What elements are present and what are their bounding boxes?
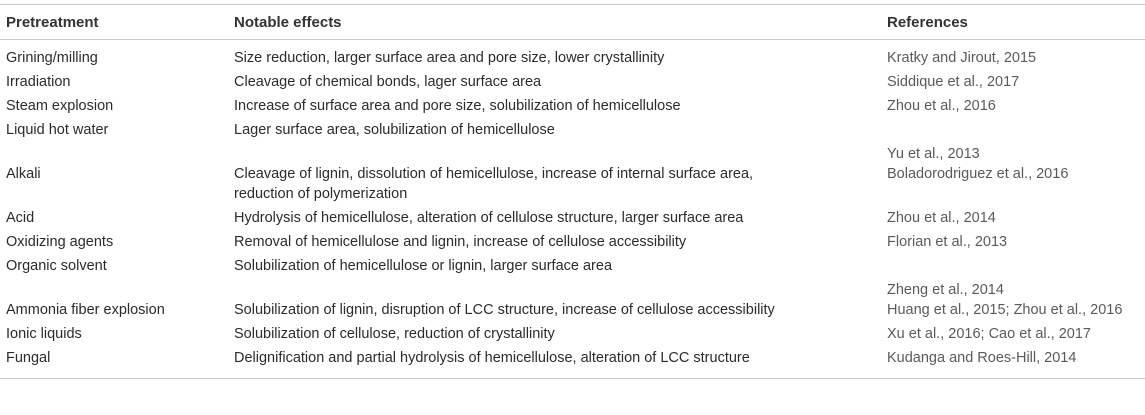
table-row bbox=[0, 164, 1145, 208]
effects-line: Solubilization of lignin, disruption of LCC structure, increase of cellulose accessibility bbox=[234, 302, 775, 318]
cell-reference: Zhou et al., 2016 bbox=[887, 98, 996, 114]
cell-reference: Boladorodriguez et al., 2016 bbox=[887, 166, 1069, 182]
cell-pretreatment: Acid bbox=[6, 210, 35, 226]
effects-line: Size reduction, larger surface area and pore size, lower crystallinity bbox=[234, 50, 665, 66]
cell-reference: Zhou et al., 2014 bbox=[887, 210, 996, 226]
table-row bbox=[0, 96, 1145, 120]
table-row bbox=[0, 348, 1145, 379]
cell-reference: Huang et al., 2015; Zhou et al., 2016 bbox=[887, 302, 1123, 318]
table-header bbox=[0, 5, 1145, 40]
table-row bbox=[0, 256, 1145, 300]
cell-notable-effects bbox=[228, 300, 883, 324]
cell-notable-effects bbox=[228, 40, 883, 73]
header-pretreatment: Pretreatment bbox=[0, 5, 228, 40]
cell-reference: Siddique et al., 2017 bbox=[887, 74, 1020, 90]
cell-pretreatment: Grining/milling bbox=[6, 50, 98, 66]
effects-line: Solubilization of hemicellulose or lignin, larger surface area bbox=[234, 258, 613, 274]
effects-line: Cleavage of lignin, dissolution of hemicellulose, increase of internal surface area, bbox=[234, 166, 754, 182]
cell-pretreatment: Liquid hot water bbox=[6, 122, 109, 138]
cell-pretreatment: Oxidizing agents bbox=[6, 234, 114, 250]
cell-notable-effects bbox=[228, 72, 883, 96]
cell-reference: Xu et al., 2016; Cao et al., 2017 bbox=[887, 326, 1091, 342]
effects-line: Hydrolysis of hemicellulose, alteration of cellulose structure, larger surface area bbox=[234, 210, 744, 226]
cell-notable-effects bbox=[228, 120, 883, 164]
cell-reference: Zheng et al., 2014 bbox=[887, 282, 1004, 298]
effects-line: reduction of polymerization bbox=[234, 186, 408, 202]
cell-pretreatment: Steam explosion bbox=[6, 98, 114, 114]
table-row bbox=[0, 120, 1145, 164]
table-row bbox=[0, 208, 1145, 232]
header-references: References bbox=[883, 5, 1145, 40]
cell-reference: Florian et al., 2013 bbox=[887, 234, 1008, 250]
cell-pretreatment: Organic solvent bbox=[6, 258, 107, 274]
cell-reference: Kudanga and Roes-Hill, 2014 bbox=[883, 348, 1145, 379]
table-row bbox=[0, 324, 1145, 348]
table-row bbox=[0, 232, 1145, 256]
pretreatment-table bbox=[0, 4, 1145, 379]
effects-line: Solubilization of cellulose, reduction of crystallinity bbox=[234, 326, 555, 342]
cell-pretreatment: Fungal bbox=[0, 348, 228, 379]
cell-reference: Kratky and Jirout, 2015 bbox=[887, 50, 1037, 66]
cell-pretreatment: Ionic liquids bbox=[6, 326, 82, 342]
header-notable-effects: Notable effects bbox=[228, 5, 883, 40]
cell-notable-effects bbox=[228, 256, 883, 300]
table-row bbox=[0, 72, 1145, 96]
cell-pretreatment: Alkali bbox=[6, 166, 41, 182]
effects-line: Delignification and partial hydrolysis of hemicellulose, alteration of LCC structure bbox=[234, 350, 750, 366]
effects-line: Removal of hemicellulose and lignin, increase of cellulose accessibility bbox=[234, 234, 687, 250]
cell-notable-effects bbox=[228, 324, 883, 348]
cell-notable-effects bbox=[228, 208, 883, 232]
header-row bbox=[0, 5, 1145, 40]
effects-line: Cleavage of chemical bonds, lager surface area bbox=[234, 74, 542, 90]
cell-reference: Yu et al., 2013 bbox=[887, 146, 980, 162]
cell-notable-effects bbox=[228, 164, 883, 208]
table-row bbox=[0, 40, 1145, 73]
effects-line: Increase of surface area and pore size, solubilization of hemicellulose bbox=[234, 98, 681, 114]
cell-notable-effects bbox=[228, 232, 883, 256]
table-body bbox=[0, 40, 1145, 379]
effects-line: Lager surface area, solubilization of hemicellulose bbox=[234, 122, 555, 138]
table-row bbox=[0, 300, 1145, 324]
cell-pretreatment: Irradiation bbox=[6, 74, 71, 90]
cell-pretreatment: Ammonia fiber explosion bbox=[6, 302, 165, 318]
cell-notable-effects bbox=[228, 348, 883, 379]
cell-notable-effects bbox=[228, 96, 883, 120]
